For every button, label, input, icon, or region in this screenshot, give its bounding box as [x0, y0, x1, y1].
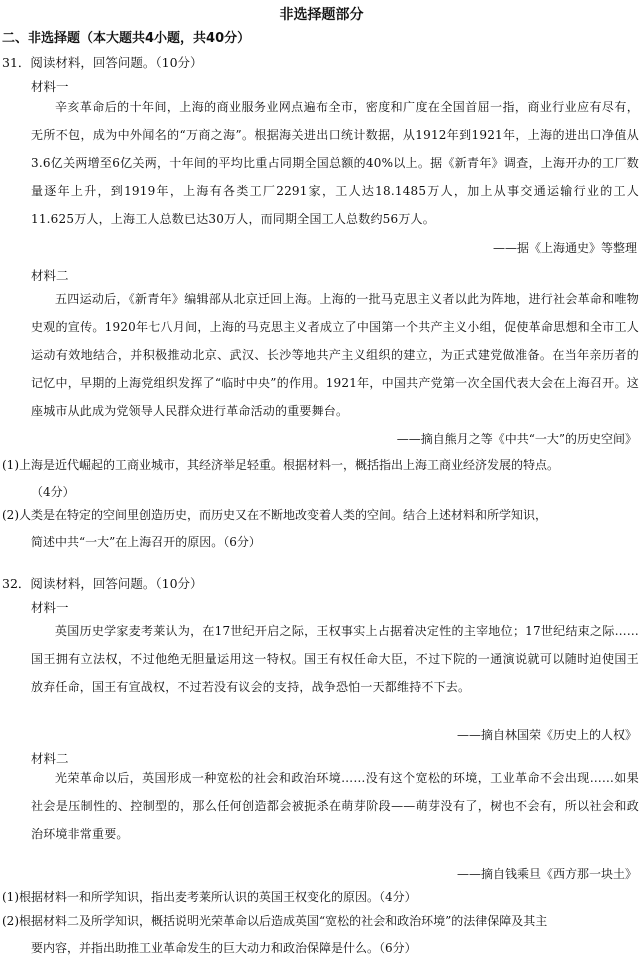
q32-subquestion-2-line1: (2)根据材料二及所学知识，概括说明光荣革命以后造成英国“宽松的社会和政治环境”的法律保障及其主 — [2, 914, 548, 928]
question-31-title: 31．阅读材料，回答问题。（10分） — [2, 55, 203, 70]
q32-material-2-label: 材料二 — [31, 751, 69, 766]
q31-material-2-source: ——摘自熊月之等《中共“一大”的历史空间》 — [396, 432, 637, 446]
q31-subquestion-1-line1: (1)上海是近代崛起的工商业城市，其经济举足轻重。根据材料一，概括指出上海工商业经济发展的特点。 — [2, 458, 560, 472]
q31-material-2-text: 五四运动后，《新青年》编辑部从北京迁回上海。上海的一批马克思主义者以此为阵地，进行社会革命和唯物史观的宣传。1920年七八月间，上海的马克思主义者成立了中国第一个共产主义小组，促使革命思想和全市工人运动有效地结合，并积极推动北京、武汉、长沙等地共产主义组织的建立，为正式建党做准备。在当年亲历者的记忆中，早期的上海党组织发挥了“临时中央”的作用。1921年，中国共产党第一次全国代表大会在上海召开。这座城市从此成为党领导人民群众进行革命活动的重要舞台。 — [31, 292, 639, 418]
q31-subquestion-1-line2: （4分） — [31, 485, 75, 499]
section-heading: 二、非选择题（本大题共4小题，共40分） — [2, 31, 251, 46]
page-title: 非选择题部分 — [279, 7, 364, 23]
question-32-title: 32．阅读材料，回答问题。（10分） — [2, 576, 203, 591]
q32-subquestion-1: (1)根据材料一和所学知识，指出麦考莱所认识的英国王权变化的原因。（4分） — [2, 890, 417, 904]
q32-material-2-source: ——摘自钱乘旦《西方那一块土》 — [456, 867, 637, 881]
q31-material-1-text: 辛亥革命后的十年间，上海的商业服务业网点遍布全市，密度和广度在全国首屈一指，商业行业应有尽有，无所不包，成为中外闻名的“万商之海”。根据海关进出口统计数据，从1912年到1921年，上海的进出口净值从3.6亿关两增至6亿关两，十年间的平均比重占同期全国总额的40%以上。据《新青年》调查，上海开办的工厂数量逐年上升，到1919年，上海有各类工厂2291家，工人达18.1485万人，加上从事交通运输行业的工人11.625万人，上海工人总数已达30万人，而同期全国工人总数约56万人。 — [31, 100, 639, 226]
q31-material-1-label: 材料一 — [31, 79, 69, 94]
q32-subquestion-2-line2: 要内容，并指出助推工业革命发生的巨大动力和政治保障是什么。（6分） — [31, 941, 417, 955]
q32-material-1-source: ——摘自林国荣《历史上的人权》 — [456, 728, 637, 742]
q31-subquestion-1 — [2, 452, 638, 506]
q31-material-1-source: ——据《上海通史》等整理 — [492, 241, 637, 255]
q31-subquestion-2 — [2, 502, 638, 556]
q32-material-1-label: 材料一 — [31, 600, 69, 615]
q32-material-1-text: 英国历史学家麦考莱认为，在17世纪开启之际，王权事实上占据着决定性的主宰地位；17世纪结束之际……国王拥有立法权，不过他绝无胆量运用这一特权。国王有权任命大臣，不过下院的一通演说就可以随时迫使国王放弃任命，国王有宣战权，不过若没有议会的支持，战争恐怕一天都维持不下去。 — [31, 624, 639, 694]
q31-material-2-label: 材料二 — [31, 268, 69, 283]
q32-material-2-text: 光荣革命以后，英国形成一种宽松的社会和政治环境……没有这个宽松的环境，工业革命不会出现……如果社会是压制性的、控制型的，那么任何创造都会被扼杀在萌芽阶段——萌芽没有了，树也不会有，所以社会和政治环境非常重要。 — [31, 771, 639, 841]
q31-subquestion-2-line1: (2)人类是在特定的空间里创造历史，而历史又在不断地改变着人类的空间。结合上述材料和所学知识， — [2, 508, 548, 522]
q31-subquestion-2-line2: 简述中共“一大”在上海召开的原因。（6分） — [31, 535, 261, 549]
q32-subquestion-2 — [2, 908, 638, 962]
